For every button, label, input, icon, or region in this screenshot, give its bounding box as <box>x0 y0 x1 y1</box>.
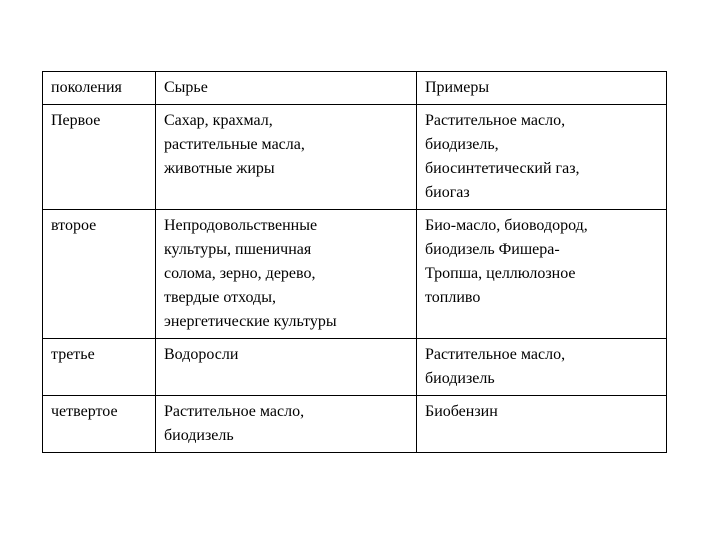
feedstock-line: культуры, пшеничная <box>164 241 312 258</box>
examples-line: биодизель Фишера- <box>425 241 560 258</box>
feedstock-cell <box>156 210 417 339</box>
table-row <box>43 210 667 339</box>
generation-cell: Первое <box>43 105 156 210</box>
biofuel-generations-table-container <box>42 71 667 453</box>
feedstock-line: биодизель <box>164 427 234 444</box>
examples-line: биогаз <box>425 184 470 201</box>
examples-cell <box>417 339 667 396</box>
table-row <box>43 396 667 453</box>
generation-cell: четвертое <box>43 396 156 453</box>
feedstock-line: Сахар, крахмал, <box>164 112 273 129</box>
feedstock-cell <box>156 105 417 210</box>
feedstock-line: солома, зерно, дерево, <box>164 265 316 282</box>
feedstock-cell <box>156 396 417 453</box>
feedstock-cell <box>156 339 417 396</box>
feedstock-line: Водоросли <box>164 346 239 363</box>
examples-cell <box>417 105 667 210</box>
examples-line: Растительное масло, <box>425 346 566 363</box>
examples-line: Биобензин <box>425 403 498 420</box>
examples-line: биосинтетический газ, <box>425 160 580 177</box>
header-cell-generation: поколения <box>43 72 156 105</box>
examples-cell <box>417 210 667 339</box>
examples-line: Тропша, целлюлозное <box>425 265 576 282</box>
generation-cell: третье <box>43 339 156 396</box>
examples-line: биодизель, <box>425 136 499 153</box>
generation-cell: второе <box>43 210 156 339</box>
feedstock-line: твердые отходы, <box>164 289 276 306</box>
table-row <box>43 105 667 210</box>
examples-line: топливо <box>425 289 481 306</box>
header-cell-examples: Примеры <box>417 72 667 105</box>
examples-line: биодизель <box>425 370 495 387</box>
feedstock-line: Растительное масло, <box>164 403 305 420</box>
header-row <box>43 72 667 105</box>
feedstock-line: растительные масла, <box>164 136 305 153</box>
feedstock-line: Непродовольственные <box>164 217 318 234</box>
biofuel-generations-table <box>42 71 667 453</box>
examples-line: Растительное масло, <box>425 112 566 129</box>
feedstock-line: энергетические культуры <box>164 313 337 330</box>
examples-cell <box>417 396 667 453</box>
examples-line: Био-масло, биоводород, <box>425 217 588 234</box>
header-cell-feedstock: Сырье <box>156 72 417 105</box>
feedstock-line: животные жиры <box>164 160 275 177</box>
table-row <box>43 339 667 396</box>
